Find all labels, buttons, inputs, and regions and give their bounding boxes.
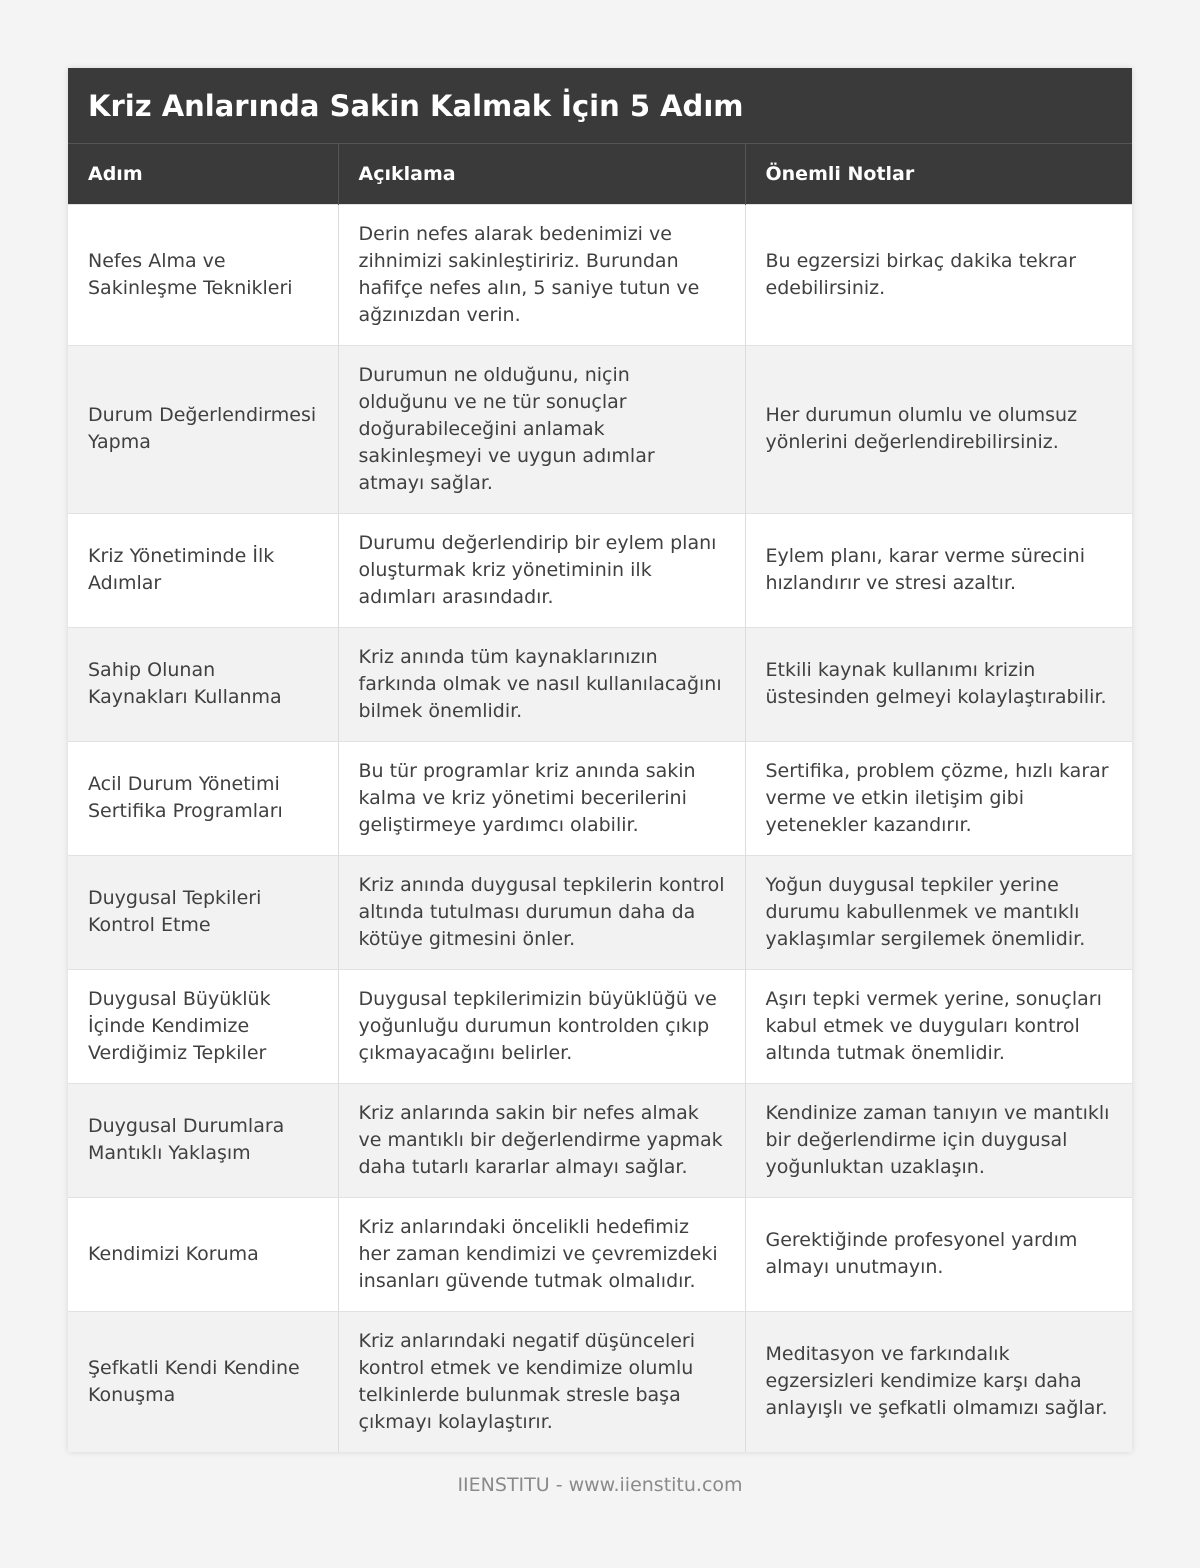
column-header-step: Adım — [68, 144, 338, 204]
notes-cell: Gerektiğinde profesyonel yardım almayı unutmayın. — [745, 1197, 1132, 1311]
table-row — [68, 1197, 1132, 1311]
step-cell: Duygusal Büyüklük İçinde Kendimize Verdiğimiz Tepkiler — [68, 969, 338, 1083]
description-cell: Bu tür programlar kriz anında sakin kalma ve kriz yönetimi becerilerini geliştirmeye yardımcı olabilir. — [338, 741, 745, 855]
notes-cell: Kendinize zaman tanıyın ve mantıklı bir değerlendirme için duygusal yoğunluktan uzaklaşın. — [745, 1083, 1132, 1197]
description-cell: Kriz anlarındaki negatif düşünceleri kontrol etmek ve kendimize olumlu telkinlerde bulunmak stresle başa çıkmayı kolaylaştırır. — [338, 1311, 745, 1452]
description-cell: Durumu değerlendirip bir eylem planı oluşturmak kriz yönetiminin ilk adımları arasındadır. — [338, 513, 745, 627]
steps-table-card — [68, 68, 1132, 1452]
table-row — [68, 1311, 1132, 1452]
notes-cell: Bu egzersizi birkaç dakika tekrar edebilirsiniz. — [745, 204, 1132, 345]
table-body — [68, 204, 1132, 1452]
description-cell: Duygusal tepkilerimizin büyüklüğü ve yoğunluğu durumun kontrolden çıkıp çıkmayacağını belirler. — [338, 969, 745, 1083]
description-cell: Kriz anında duygusal tepkilerin kontrol altında tutulması durumun daha da kötüye gitmesini önler. — [338, 855, 745, 969]
description-cell: Kriz anlarında sakin bir nefes almak ve mantıklı bir değerlendirme yapmak daha tutarlı kararlar almayı sağlar. — [338, 1083, 745, 1197]
step-cell: Kendimizi Koruma — [68, 1197, 338, 1311]
description-cell: Kriz anında tüm kaynaklarınızın farkında olmak ve nasıl kullanılacağını bilmek önemlidir. — [338, 627, 745, 741]
step-cell: Nefes Alma ve Sakinleşme Teknikleri — [68, 204, 338, 345]
notes-cell: Aşırı tepki vermek yerine, sonuçları kabul etmek ve duyguları kontrol altında tutmak önemlidir. — [745, 969, 1132, 1083]
notes-cell: Her durumun olumlu ve olumsuz yönlerini değerlendirebilirsiniz. — [745, 345, 1132, 513]
table-row — [68, 741, 1132, 855]
page-title: Kriz Anlarında Sakin Kalmak İçin 5 Adım — [88, 88, 744, 123]
steps-table — [68, 144, 1132, 1452]
step-cell: Acil Durum Yönetimi Sertifika Programları — [68, 741, 338, 855]
table-row — [68, 345, 1132, 513]
notes-cell: Eylem planı, karar verme sürecini hızlandırır ve stresi azaltır. — [745, 513, 1132, 627]
column-header-description: Açıklama — [338, 144, 745, 204]
table-row — [68, 1083, 1132, 1197]
table-row — [68, 969, 1132, 1083]
step-cell: Durum Değerlendirmesi Yapma — [68, 345, 338, 513]
notes-cell: Etkili kaynak kullanımı krizin üstesinden gelmeyi kolaylaştırabilir. — [745, 627, 1132, 741]
title-bar — [68, 68, 1132, 144]
description-cell: Durumun ne olduğunu, niçin olduğunu ve ne tür sonuçlar doğurabileceğini anlamak sakinleşmeyi ve uygun adımlar atmayı sağlar. — [338, 345, 745, 513]
table-row — [68, 855, 1132, 969]
description-cell: Kriz anlarındaki öncelikli hedefimiz her zaman kendimizi ve çevremizdeki insanları güvende tutmak olmalıdır. — [338, 1197, 745, 1311]
table-header — [68, 144, 1132, 204]
step-cell: Duygusal Durumlara Mantıklı Yaklaşım — [68, 1083, 338, 1197]
table-row — [68, 204, 1132, 345]
description-cell: Derin nefes alarak bedenimizi ve zihnimizi sakinleştiririz. Burundan hafifçe nefes alın, 5 saniye tutun ve ağzınızdan verin. — [338, 204, 745, 345]
notes-cell: Sertifika, problem çözme, hızlı karar verme ve etkin iletişim gibi yetenekler kazandırır. — [745, 741, 1132, 855]
step-cell: Şefkatli Kendi Kendine Konuşma — [68, 1311, 338, 1452]
notes-cell: Yoğun duygusal tepkiler yerine durumu kabullenmek ve mantıklı yaklaşımlar sergilemek önemlidir. — [745, 855, 1132, 969]
notes-cell: Meditasyon ve farkındalık egzersizleri kendimize karşı daha anlayışlı ve şefkatli olmamızı sağlar. — [745, 1311, 1132, 1452]
table-row — [68, 627, 1132, 741]
step-cell: Duygusal Tepkileri Kontrol Etme — [68, 855, 338, 969]
header-row — [68, 144, 1132, 204]
column-header-notes: Önemli Notlar — [745, 144, 1132, 204]
step-cell: Kriz Yönetiminde İlk Adımlar — [68, 513, 338, 627]
step-cell: Sahip Olunan Kaynakları Kullanma — [68, 627, 338, 741]
footer-credit: IIENSTITU - www.iienstitu.com — [457, 1474, 743, 1496]
table-row — [68, 513, 1132, 627]
